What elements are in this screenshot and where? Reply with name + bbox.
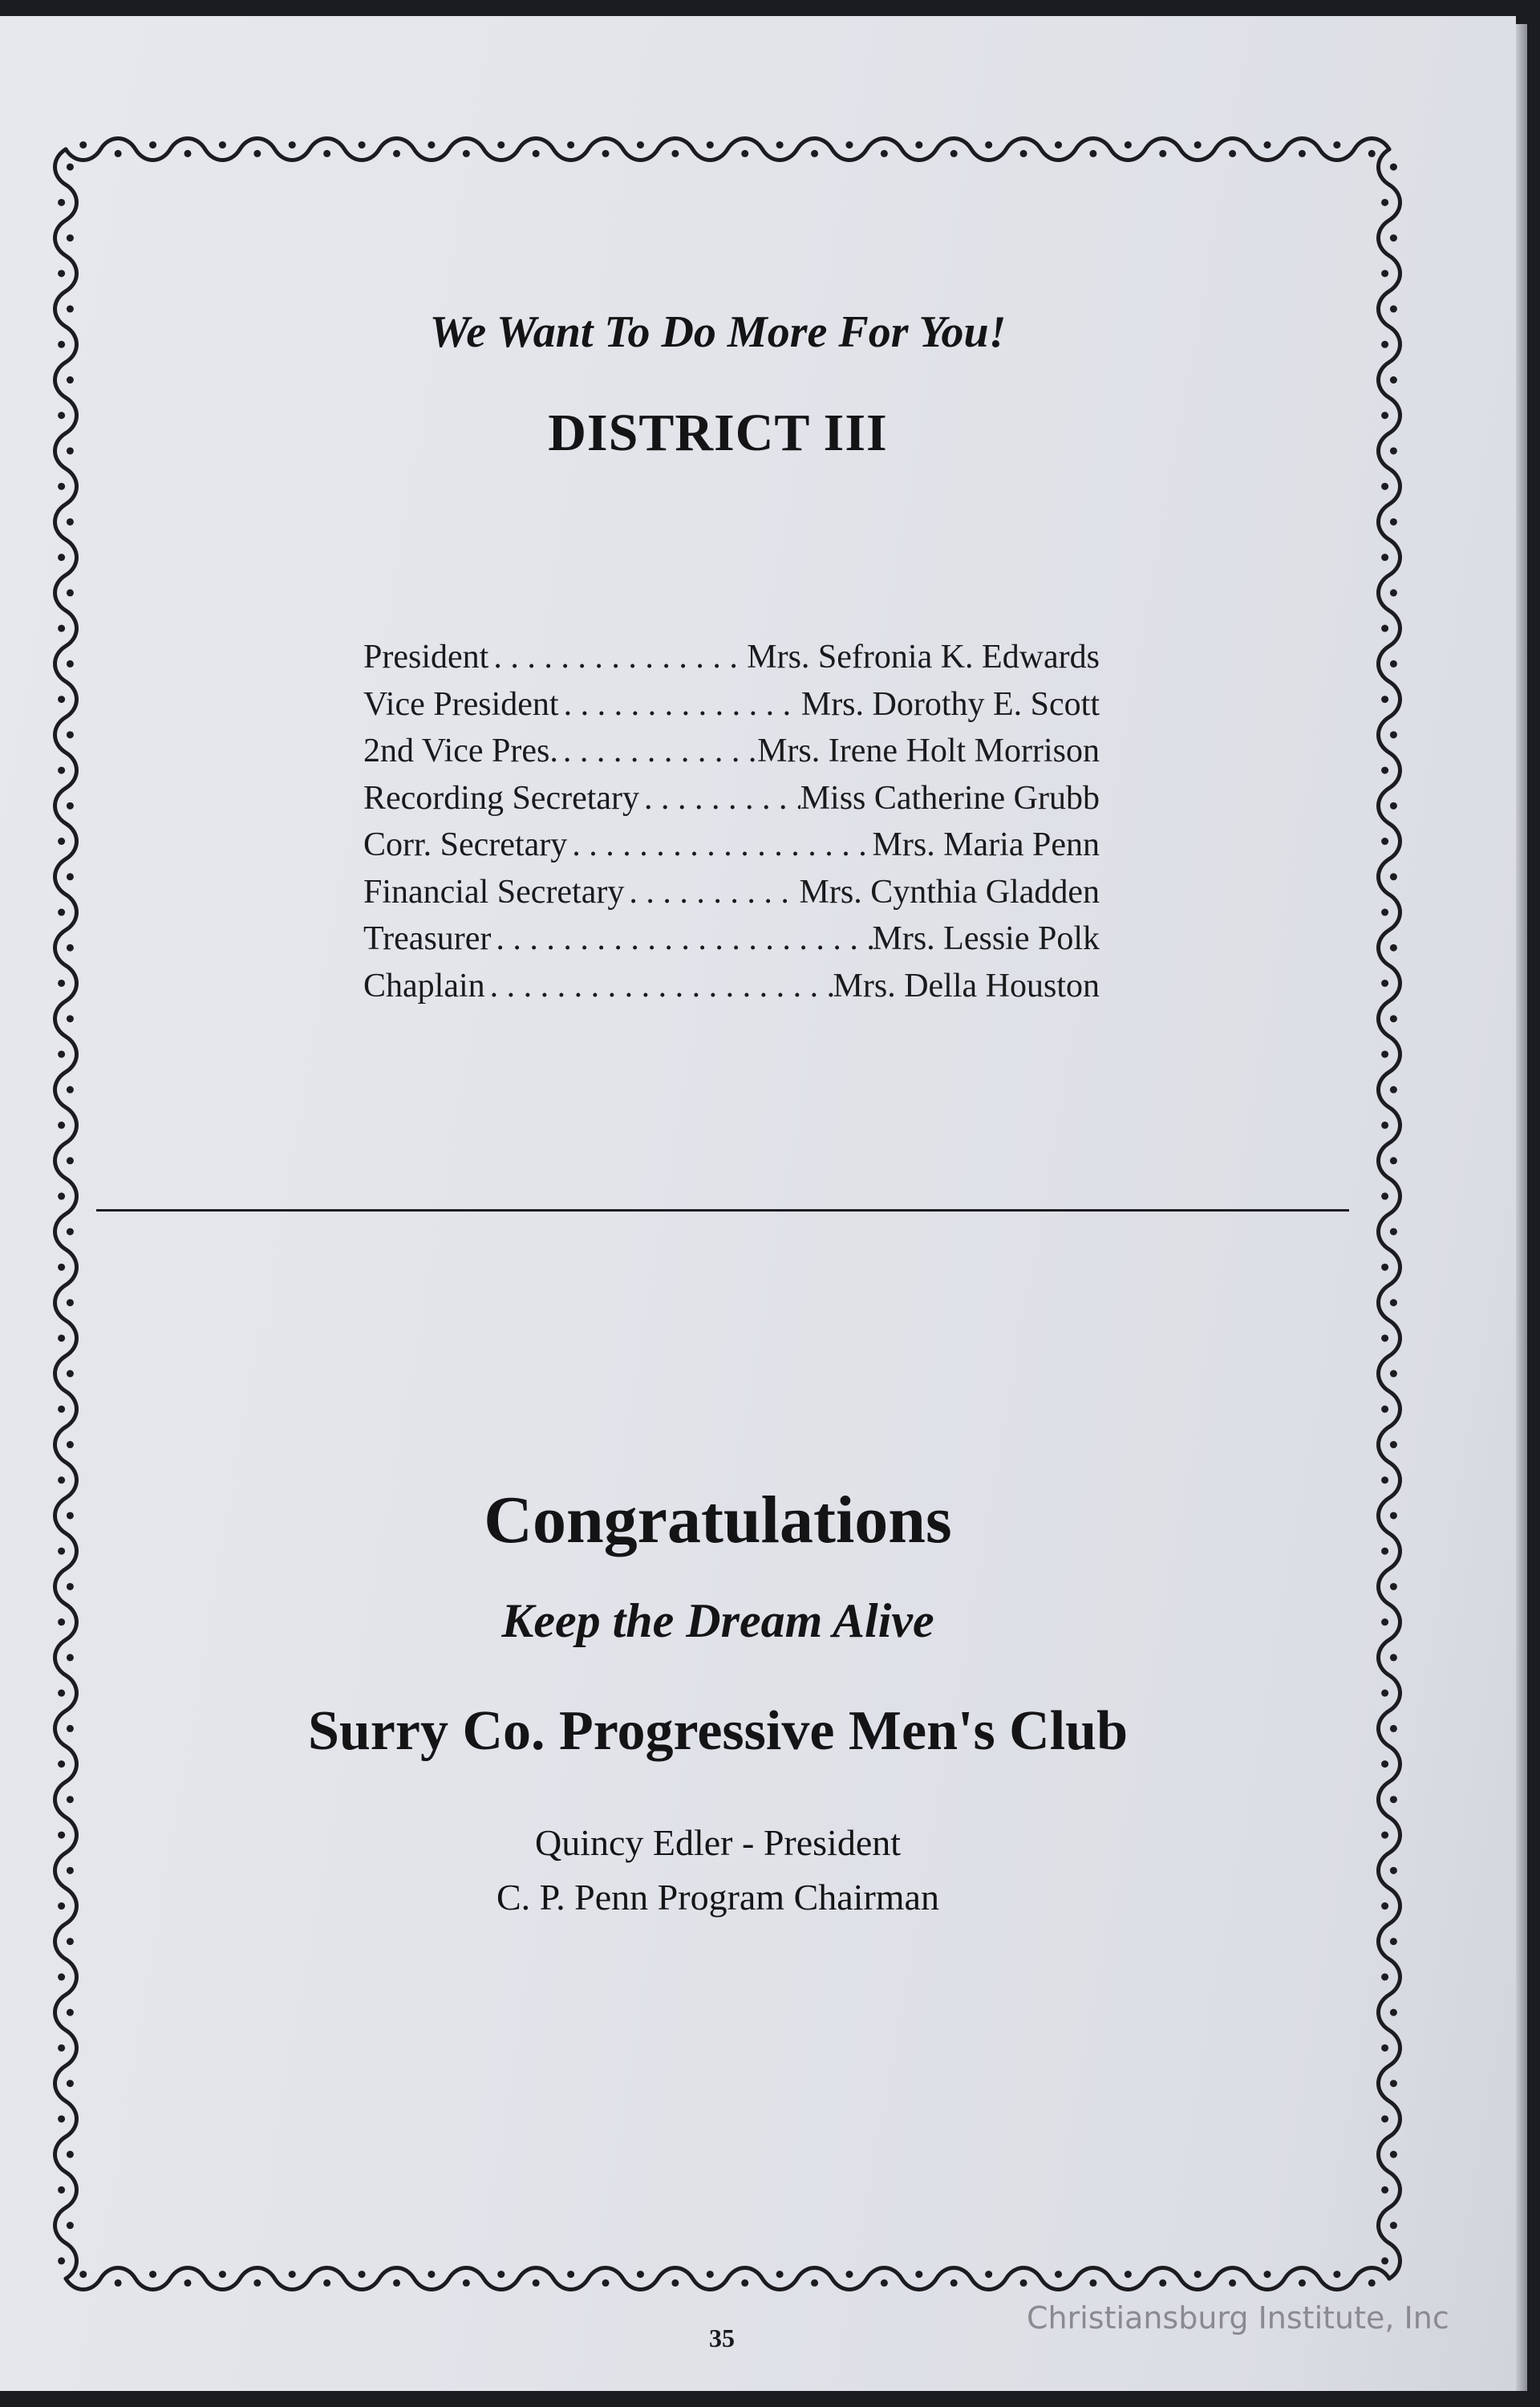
- officer-name: Miss Catherine Grubb: [800, 779, 1100, 817]
- border-top-curl: [985, 141, 992, 148]
- border-left-curl: [67, 802, 74, 810]
- border-bottom-curl: [393, 2279, 400, 2287]
- border-right-curl: [1390, 1015, 1397, 1022]
- border-right-curl: [1390, 164, 1397, 171]
- officer-row: [363, 822, 1100, 869]
- congratulations-heading: Congratulations: [484, 1483, 952, 1557]
- border-right-curl: [1390, 731, 1397, 738]
- border-left-curl: [67, 731, 74, 738]
- border-right-curl: [1381, 980, 1388, 987]
- border-top-curl: [463, 150, 470, 157]
- border-bottom-curl: [1020, 2279, 1027, 2287]
- page-edge-shadow: [1516, 24, 1527, 2391]
- border-bottom-curl: [1229, 2279, 1236, 2287]
- border-left-curl: [67, 2009, 74, 2016]
- border-left-curl: [67, 873, 74, 880]
- border-right-curl: [1381, 2044, 1388, 2052]
- border-top-curl: [811, 150, 818, 157]
- slogan: We Want To Do More For You!: [429, 307, 1007, 357]
- officer-row: [363, 869, 1100, 916]
- border-top-curl: [950, 150, 958, 157]
- border-top-curl: [1264, 141, 1271, 148]
- border-top-scroll: [66, 139, 1389, 160]
- officer-role: 2nd Vice Pres.: [363, 733, 558, 769]
- border-right-scroll: [1379, 149, 1400, 2279]
- border-left-curl: [58, 980, 65, 987]
- border-right-curl: [1390, 873, 1397, 880]
- border-left-curl: [67, 1086, 74, 1094]
- border-bottom-curl: [602, 2279, 610, 2287]
- border-top-curl: [602, 150, 610, 157]
- dot-leader: [639, 775, 800, 822]
- border-left-curl: [58, 1264, 65, 1271]
- border-top-curl: [915, 141, 922, 148]
- border-right-curl: [1381, 1192, 1388, 1199]
- border-left-curl: [67, 1867, 74, 1874]
- border-right-curl: [1390, 1086, 1397, 1094]
- border-top-curl: [671, 150, 679, 157]
- border-top-curl: [1368, 150, 1376, 157]
- border-bottom-curl: [115, 2279, 122, 2287]
- officer-name: Mrs. Irene Holt Morrison: [757, 733, 1100, 769]
- officer-name: Mrs. Maria Penn: [872, 826, 1100, 863]
- border-left-curl: [58, 2115, 65, 2122]
- border-top-curl: [1020, 150, 1027, 157]
- border-top-curl: [79, 141, 87, 148]
- border-right-curl: [1390, 2080, 1397, 2087]
- border-right-curl: [1390, 589, 1397, 596]
- officer-row: [363, 963, 1100, 1010]
- border-left-curl: [58, 483, 65, 490]
- border-bottom-curl: [1089, 2279, 1096, 2287]
- border-top-curl: [741, 150, 748, 157]
- border-top-curl: [428, 141, 435, 148]
- border-bottom-curl: [1264, 2271, 1271, 2278]
- border-bottom-curl: [985, 2271, 992, 2278]
- border-bottom-curl: [1125, 2271, 1132, 2278]
- border-right-curl: [1381, 1264, 1388, 1271]
- officer-role: Treasurer: [363, 920, 492, 957]
- dot-leader: [624, 869, 799, 916]
- border-bottom-curl: [1159, 2279, 1166, 2287]
- border-bottom-curl: [637, 2271, 644, 2278]
- border-top-curl: [219, 141, 226, 148]
- border-right-curl: [1390, 1370, 1397, 1378]
- border-top-curl: [707, 141, 714, 148]
- border-left-curl: [58, 199, 65, 206]
- border-bottom-curl: [289, 2271, 296, 2278]
- border-right-curl: [1381, 554, 1388, 561]
- border-right-curl: [1390, 234, 1397, 242]
- border-left-curl: [58, 554, 65, 561]
- officer-row: [363, 915, 1100, 963]
- border-top-curl: [253, 150, 261, 157]
- border-bottom-curl: [567, 2271, 574, 2278]
- border-top-curl: [567, 141, 574, 148]
- border-bottom-curl: [323, 2279, 330, 2287]
- border-top-curl: [393, 150, 400, 157]
- border-right-curl: [1390, 1228, 1397, 1236]
- border-left-curl: [67, 234, 74, 242]
- club-president: Quincy Edler - President: [534, 1822, 902, 1863]
- border-right-curl: [1390, 376, 1397, 384]
- border-top-curl: [637, 141, 644, 148]
- border-right-curl: [1381, 2257, 1388, 2264]
- border-right-curl: [1381, 1690, 1388, 1697]
- officer-name: Mrs. Lessie Polk: [872, 920, 1100, 957]
- border-right-curl: [1390, 2222, 1397, 2229]
- border-right-curl: [1390, 1441, 1397, 1448]
- border-bottom-curl: [219, 2271, 226, 2278]
- border-left-curl: [58, 909, 65, 916]
- border-bottom-curl: [253, 2279, 261, 2287]
- border-bottom-curl: [1333, 2271, 1340, 2278]
- border-bottom-curl: [707, 2271, 714, 2278]
- border-right-curl: [1381, 696, 1388, 703]
- border-left-curl: [67, 1228, 74, 1236]
- border-bottom-curl: [671, 2279, 679, 2287]
- border-right-curl: [1390, 1157, 1397, 1164]
- border-right-curl: [1390, 802, 1397, 810]
- border-bottom-curl: [497, 2271, 505, 2278]
- border-right-curl: [1390, 660, 1397, 668]
- border-right-curl: [1381, 1122, 1388, 1129]
- officer-role: Recording Secretary: [363, 779, 640, 817]
- border-right-curl: [1390, 1299, 1397, 1306]
- officer-row: [363, 775, 1100, 822]
- border-top-curl: [845, 141, 853, 148]
- border-right-curl: [1381, 1050, 1388, 1057]
- border-bottom-curl: [428, 2271, 435, 2278]
- border-left-curl: [67, 2222, 74, 2229]
- border-left-curl: [58, 767, 65, 774]
- border-left-curl: [58, 1334, 65, 1342]
- border-bottom-curl: [950, 2279, 958, 2287]
- border-top-curl: [1089, 150, 1096, 157]
- officer-row: [363, 634, 1100, 681]
- border-left-curl: [58, 270, 65, 277]
- border-bottom-curl: [149, 2271, 156, 2278]
- border-bottom-curl: [1194, 2271, 1202, 2278]
- border-left-curl: [58, 838, 65, 845]
- border-left-curl: [58, 1974, 65, 1981]
- border-top-curl: [776, 141, 784, 148]
- officer-name: Mrs. Sefronia K. Edwards: [747, 639, 1100, 676]
- border-bottom-scroll: [66, 2268, 1389, 2290]
- dot-leader: [558, 728, 757, 775]
- border-left-curl: [58, 2257, 65, 2264]
- border-top-curl: [1194, 141, 1202, 148]
- dot-leader: [567, 822, 872, 869]
- border-top-curl: [1333, 141, 1340, 148]
- border-bottom-curl: [915, 2271, 922, 2278]
- officer-name: Mrs. Cynthia Gladden: [799, 873, 1100, 911]
- border-left-curl: [58, 1406, 65, 1413]
- border-right-curl: [1390, 518, 1397, 526]
- border-left-curl: [58, 625, 65, 632]
- border-top-curl: [881, 150, 888, 157]
- border-left-curl: [58, 2186, 65, 2194]
- border-top-curl: [1125, 141, 1132, 148]
- watermark: Christiansburg Institute, Inc: [1027, 2300, 1449, 2336]
- border-top-curl: [115, 150, 122, 157]
- border-left-curl: [67, 660, 74, 668]
- officer-list: [363, 634, 1100, 1009]
- border-bottom-curl: [533, 2279, 540, 2287]
- border-left-curl: [67, 1157, 74, 1164]
- border-left-curl: [67, 164, 74, 171]
- border-right-curl: [1381, 199, 1388, 206]
- officer-row: [363, 728, 1100, 775]
- document-page: [0, 16, 1516, 2391]
- border-left-curl: [58, 1050, 65, 1057]
- border-left-curl: [67, 376, 74, 384]
- page-number: 35: [709, 2324, 735, 2352]
- border-left-curl: [67, 589, 74, 596]
- border-bottom-curl: [1055, 2271, 1062, 2278]
- border-left-curl: [67, 1654, 74, 1661]
- border-bottom-curl: [463, 2279, 470, 2287]
- border-right-curl: [1381, 767, 1388, 774]
- border-right-curl: [1381, 1406, 1388, 1413]
- dot-leader: [559, 681, 801, 729]
- officer-role: Vice President: [363, 685, 559, 723]
- officer-name: Mrs. Dorothy E. Scott: [800, 685, 1100, 723]
- border-bottom-curl: [184, 2279, 191, 2287]
- border-bottom-curl: [845, 2271, 853, 2278]
- border-bottom-curl: [1368, 2279, 1376, 2287]
- officer-role: Financial Secretary: [363, 873, 625, 911]
- border-bottom-curl: [359, 2271, 366, 2278]
- border-right-curl: [1390, 1867, 1397, 1874]
- club-name: Surry Co. Progressive Men's Club: [307, 1700, 1129, 1762]
- border-left-curl: [67, 1938, 74, 1945]
- border-bottom-curl: [1299, 2279, 1306, 2287]
- dot-leader: [491, 915, 872, 963]
- border-right-curl: [1381, 1334, 1388, 1342]
- tagline: Keep the Dream Alive: [501, 1594, 934, 1647]
- border-right-curl: [1381, 838, 1388, 845]
- border-top-curl: [289, 141, 296, 148]
- border-right-curl: [1390, 2151, 1397, 2158]
- border-right-curl: [1381, 483, 1388, 490]
- border-right-curl: [1381, 625, 1388, 632]
- border-bottom-curl: [741, 2279, 748, 2287]
- border-left-curl: [67, 2151, 74, 2158]
- border-top-curl: [1299, 150, 1306, 157]
- border-bottom-curl: [881, 2279, 888, 2287]
- border-right-curl: [1390, 1583, 1397, 1590]
- border-left-scroll: [55, 149, 77, 2279]
- border-left-curl: [58, 1192, 65, 1199]
- border-left-curl: [58, 2044, 65, 2052]
- officer-role: Corr. Secretary: [363, 826, 568, 863]
- border-right-curl: [1381, 270, 1388, 277]
- border-right-curl: [1390, 1796, 1397, 1803]
- program-chairman: C. P. Penn Program Chairman: [496, 1877, 939, 1918]
- border-top-curl: [323, 150, 330, 157]
- border-top-curl: [497, 141, 505, 148]
- border-right-curl: [1390, 1938, 1397, 1945]
- dot-leader: [485, 963, 833, 1010]
- border-left-curl: [67, 944, 74, 952]
- border-right-curl: [1381, 909, 1388, 916]
- border-left-curl: [67, 1796, 74, 1803]
- border-left-curl: [67, 1583, 74, 1590]
- border-right-curl: [1390, 1654, 1397, 1661]
- border-left-curl: [67, 1441, 74, 1448]
- border-top-curl: [1055, 141, 1062, 148]
- section-divider: [96, 1209, 1349, 1212]
- officer-role: President: [363, 639, 489, 676]
- border-right-curl: [1390, 944, 1397, 952]
- officer-name: Mrs. Della Houston: [833, 967, 1100, 1005]
- border-top-curl: [149, 141, 156, 148]
- border-left-curl: [67, 1299, 74, 1306]
- officer-role: Chaplain: [363, 967, 485, 1005]
- border-bottom-curl: [776, 2271, 784, 2278]
- border-left-curl: [58, 1690, 65, 1697]
- border-right-curl: [1390, 2009, 1397, 2016]
- border-top-curl: [1229, 150, 1236, 157]
- dot-leader: [488, 634, 747, 681]
- border-left-curl: [67, 1370, 74, 1378]
- border-left-curl: [67, 2080, 74, 2087]
- border-top-curl: [1159, 150, 1166, 157]
- border-bottom-curl: [79, 2271, 87, 2278]
- border-left-curl: [58, 696, 65, 703]
- border-right-curl: [1381, 2186, 1388, 2194]
- border-left-curl: [58, 1122, 65, 1129]
- district-title: DISTRICT III: [548, 404, 888, 462]
- officer-row: [363, 681, 1100, 729]
- border-right-curl: [1381, 2115, 1388, 2122]
- border-left-curl: [67, 1015, 74, 1022]
- border-left-curl: [67, 518, 74, 526]
- border-top-curl: [184, 150, 191, 157]
- border-bottom-curl: [811, 2279, 818, 2287]
- border-top-curl: [359, 141, 366, 148]
- border-top-curl: [533, 150, 540, 157]
- border-right-curl: [1381, 1974, 1388, 1981]
